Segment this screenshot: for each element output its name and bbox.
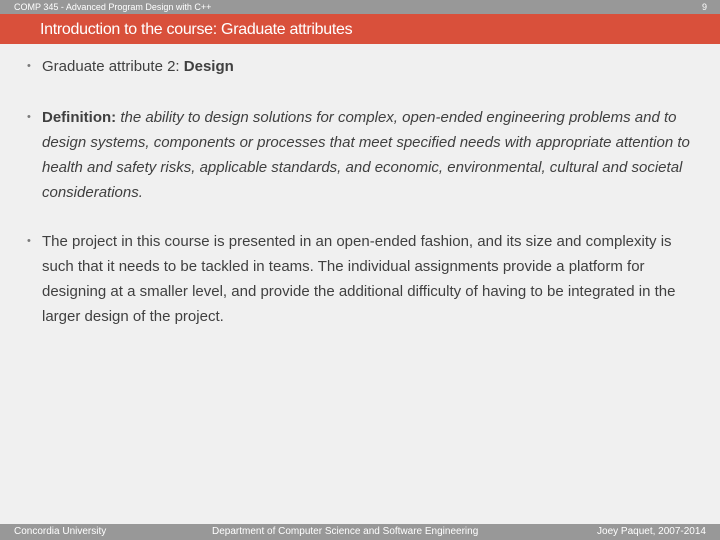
bullet-icon: • — [27, 111, 31, 123]
footer-department: Department of Computer Science and Software Engineering — [212, 526, 479, 537]
project-text: The project in this course is presented in an open-ended fashion, and its size and complexity is such that it needs to be tackled in teams. The individual assignments provide a platform for designing at a smaller level, and provide the additional difficulty of having to be integrated in the larger design of the project. — [42, 233, 676, 325]
footer-bar — [0, 524, 720, 540]
course-name: COMP 345 - Advanced Program Design with C++ — [14, 2, 212, 12]
definition-text: the ability to design solutions for complex, open-ended engineering problems and to design systems, components or processes that meet specified needs with appropriate attention to health and safety risks, applicable standards, and economic, environmental, cultural and societal considerations. — [42, 109, 690, 201]
bullet-definition — [24, 105, 696, 205]
bullet-icon: • — [27, 235, 31, 247]
bullet-project — [24, 229, 696, 329]
footer-author: Joey Paquet, 2007-2014 — [597, 526, 706, 537]
bullet-emphasis: Design — [183, 58, 234, 75]
page-number: 9 — [701, 2, 707, 12]
bullet-icon: • — [27, 60, 31, 72]
definition-term: Definition: — [42, 109, 117, 126]
header-bar — [0, 0, 720, 14]
bullet-graduate-attribute — [24, 54, 696, 79]
slide-title: Introduction to the course: Graduate attributes — [40, 21, 353, 38]
slide-content — [24, 54, 696, 329]
bullet-prefix: Graduate attribute 2: — [42, 58, 184, 75]
footer-university: Concordia University — [14, 526, 107, 537]
title-bar — [0, 14, 720, 44]
